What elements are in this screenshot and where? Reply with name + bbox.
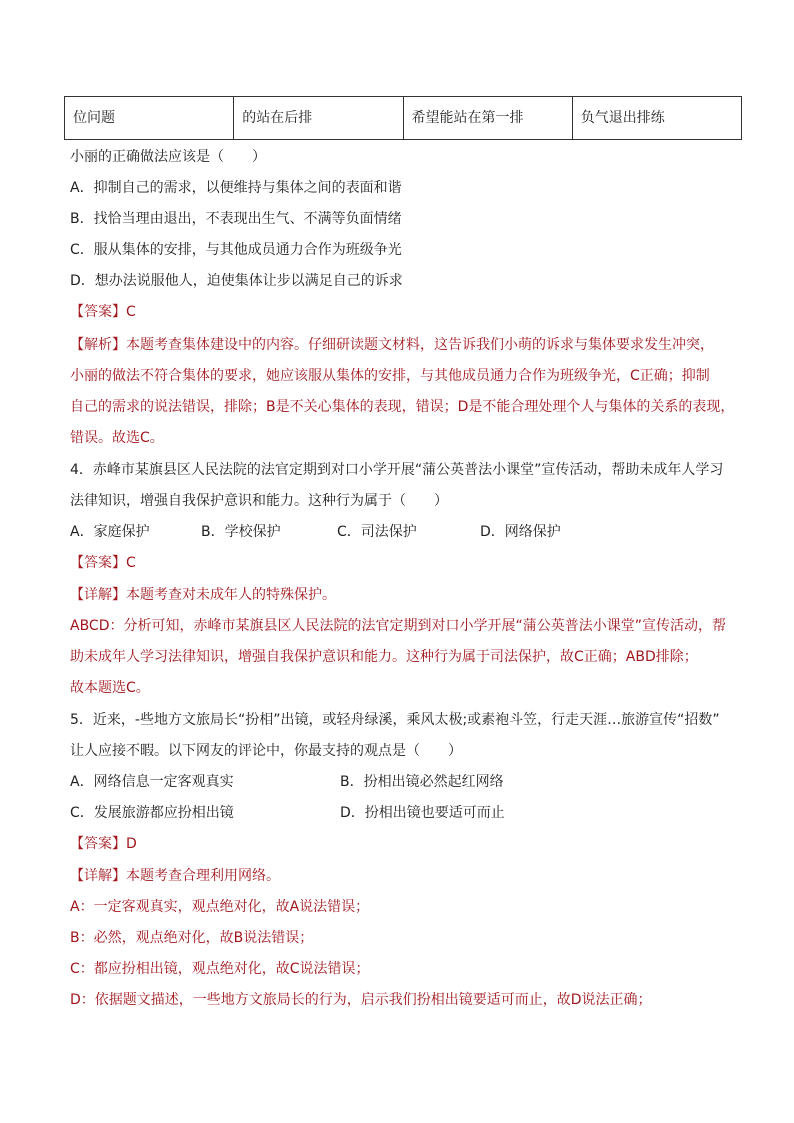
q4-stem-line-2: 法律知识，增强自我保护意识和能力。这种行为属于（ ） — [70, 493, 448, 509]
table-cell: 负气退出排练 — [572, 97, 741, 140]
q4-detail-line-1: ABCD：分析可知，赤峰市某旗县区人民法院的法官定期到对口小学开展“蒲公英普法小课堂”宣传活动，帮 — [70, 618, 726, 634]
analysis-text: 本题考查集体建设中的内容。仔细研读题文材料，这告诉我们小萌的诉求与集体要求发生冲突， — [126, 337, 714, 353]
q3-analysis-line-2: 小丽的做法不符合集体的要求，她应该服从集体的安排，与其他成员通力合作为班级争光，C正确；抑制 — [70, 368, 710, 384]
answer-value: C — [126, 555, 136, 571]
q4-stem-line-1: 4．赤峰市某旗县区人民法院的法官定期到对口小学开展“蒲公英普法小课堂”宣传活动，帮助未成年人学习 — [70, 462, 724, 478]
table-cell: 希望能站在第一排 — [403, 97, 572, 140]
q4-detail-line-2: 助未成年人学习法律知识，增强自我保护意识和能力。这种行为属于司法保护，故C正确；ABD排除； — [70, 649, 698, 665]
q5-option-c: C．发展旅游都应扮相出镜 — [70, 805, 234, 821]
q5-detail-line-4: D：依据题文描述，一些地方文旅局长的行为，启示我们扮相出镜要适可而止，故D说法正确； — [70, 992, 652, 1008]
q5-detail — [70, 867, 280, 885]
q5-option-b: B．扮相出镜必然起红网络 — [340, 774, 504, 790]
table-row — [65, 97, 742, 140]
q4-option-b: B．学校保护 — [201, 524, 281, 540]
table-cell: 的站在后排 — [234, 97, 403, 140]
detail-text: 本题考查对未成年人的特殊保护。 — [126, 587, 336, 603]
q3-option-c: C．服从集体的安排，与其他成员通力合作为班级争光 — [70, 242, 402, 258]
q4-option-c: C．司法保护 — [337, 524, 417, 540]
q5-detail-line-3: C：都应扮相出镜，观点绝对化，故C说法错误； — [70, 961, 370, 977]
q3-option-a: A．抑制自己的需求，以便维持与集体之间的表面和谐 — [70, 180, 402, 196]
q5-detail-line-1: A：一定客观真实，观点绝对化，故A说法错误； — [70, 899, 370, 915]
q4-option-a: A．家庭保护 — [70, 524, 150, 540]
q3-analysis-line-4: 错误。故选C。 — [70, 430, 164, 446]
q4-option-d: D．网络保护 — [480, 524, 561, 540]
q3-answer — [70, 303, 136, 321]
q3-analysis-line-3: 自己的需求的说法错误，排除；B是不关心集体的表现，错误；D是不能合理处理个人与集体的关系的表现， — [70, 399, 735, 415]
answer-tag: 【答案】 — [70, 304, 126, 320]
q5-answer — [70, 835, 137, 853]
q4-detail — [70, 586, 336, 604]
q3-option-b: B．找恰当理由退出，不表现出生气、不满等负面情绪 — [70, 211, 402, 227]
detail-text: 本题考查合理利用网络。 — [126, 868, 280, 884]
answer-tag: 【答案】 — [70, 555, 126, 571]
q4-answer — [70, 554, 136, 572]
answer-tag: 【答案】 — [70, 836, 126, 852]
q3-option-d: D．想办法说服他人，迫使集体让步以满足自己的诉求 — [70, 273, 403, 289]
q5-stem-line-1: 5．近来，-些地方文旅局长“扮相”出镜，或轻舟绿溪，乘风太极;或素袍斗笠，行走天涯…旅游宣传“招数” — [70, 712, 720, 728]
answer-value: C — [126, 304, 136, 320]
answer-value: D — [126, 836, 137, 852]
top-table — [64, 96, 742, 140]
q5-option-a: A．网络信息一定客观真实 — [70, 774, 234, 790]
q3-analysis-line-1 — [70, 336, 714, 354]
q5-stem-line-2: 让人应接不暇。以下网友的评论中，你最支持的观点是（ ） — [70, 743, 462, 759]
table-cell: 位问题 — [65, 97, 234, 140]
q5-detail-line-2: B：必然，观点绝对化，故B说法错误； — [70, 930, 314, 946]
analysis-tag: 【解析】 — [70, 337, 126, 353]
detail-tag: 【详解】 — [70, 587, 126, 603]
q4-detail-line-3: 故本题选C。 — [70, 680, 150, 696]
detail-tag: 【详解】 — [70, 868, 126, 884]
q3-stem: 小丽的正确做法应该是（ ） — [70, 149, 266, 165]
q5-option-d: D．扮相出镜也要适可而止 — [340, 805, 505, 821]
